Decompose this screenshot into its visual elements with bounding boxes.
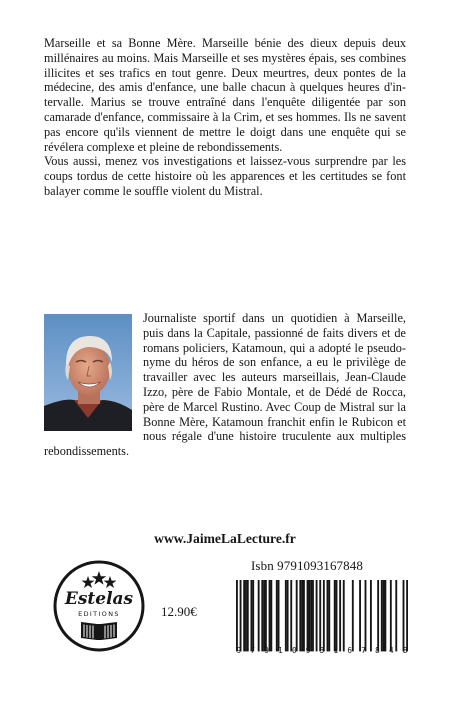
barcode-digit: 9	[236, 646, 242, 655]
barcode-digit: 7	[250, 646, 255, 655]
barcode-digit: 1	[278, 646, 283, 655]
barcode-bar	[307, 580, 309, 651]
barcode-bar	[245, 580, 247, 651]
barcode-bar	[285, 580, 287, 651]
barcode-bar	[377, 580, 379, 651]
barcode-bar	[301, 580, 303, 651]
barcode-bar	[381, 580, 383, 651]
barcode-bar	[270, 580, 272, 651]
barcode-digit: 6	[347, 646, 352, 655]
barcode-bar	[258, 580, 260, 651]
barcode-digit: 8	[375, 646, 380, 655]
barcode-bar	[390, 580, 392, 651]
barcode-bar	[406, 580, 408, 651]
barcode-bar	[269, 580, 271, 651]
barcode-bar	[243, 580, 245, 651]
barcode-digits	[236, 646, 408, 655]
barcode-digit: 1	[333, 646, 339, 655]
barcode-bar	[312, 580, 314, 651]
barcode-bar	[296, 580, 298, 651]
estelas-logo	[53, 560, 145, 652]
barcode-bar	[308, 580, 310, 651]
barcode-bar	[290, 580, 292, 651]
barcode-bar	[252, 580, 254, 651]
barcode-bar	[327, 580, 329, 651]
barcode-bar	[343, 580, 345, 651]
book-icon	[81, 622, 117, 640]
barcode-bar	[395, 580, 397, 651]
barcode-bar	[236, 580, 238, 651]
isbn-barcode	[236, 580, 408, 656]
blurb-call-to-action: Vous aussi, menez vos investigations et laissez-vous surprendre par les coups tordus de cette histoire où les apparences et les certitudes se font balayer comme le souffle violent du Mistral.	[44, 154, 406, 198]
barcode-bar	[339, 580, 341, 651]
book-price: 12.90€	[161, 604, 197, 619]
barcode-bar	[303, 580, 305, 651]
barcode-bar	[263, 580, 265, 651]
publisher-subtitle: EDITIONS	[78, 610, 120, 618]
barcode-bar	[261, 580, 263, 651]
blurb-paragraph: Marseille et sa Bonne Mère. Marseille bénie des dieux depuis deux millénaires au moins. Mais Marseille et ses mystères épais, ses combines illicites et ses trafics en tout genre. Deux meurtres, deux pontes de la médecine, des amis d'enfance, une balle chacun à quelques heures d'intervalle. Marius se trouve entraîné dans l'enquête diligentée par son camarade d'enfance, commissaire à la Crim, et ses hommes. Ils ne savent pas encore qu'ils viennent de mettre le doigt dans une enquête qui se révélera complexe et pleine de rebondissements.	[44, 36, 406, 154]
barcode-bar	[278, 580, 280, 651]
author-bio	[44, 311, 406, 459]
barcode-digit: 9	[264, 646, 269, 655]
barcode-digit: 3	[319, 646, 325, 655]
barcode-bar	[328, 580, 330, 651]
barcode-bar	[299, 580, 301, 651]
book-blurb	[44, 36, 406, 199]
barcode-bar	[265, 580, 267, 651]
publisher-website: www.JaimeLaLecture.fr	[154, 531, 296, 546]
barcode-bar	[384, 580, 386, 651]
barcode-bar	[403, 580, 405, 651]
barcode-digit: 0	[291, 646, 297, 655]
author-bio-text: Journaliste sportif dans un quotidien à Marseille, puis dans la Capitale, passionné de faits divers et de romans policiers, Katamoun, qui a adopté le pseudonyme du héros de son enfance, a eu le privilège de travailler avec les auteurs marseillais, Jean-Claude Izzo, père de Fabio Montale, et de Dédé de Rocca, père de Marcel Rustino. Avec Coup de Mistral sur la Bonne Mère, Katamoun franchit enfin le Rubicon et nous régale d'une histoire truculente aux multiples rebondissements.	[44, 311, 406, 459]
barcode-bar	[287, 580, 289, 651]
publisher-name: Estelas	[64, 589, 134, 609]
barcode-bar	[365, 580, 367, 651]
barcode-bar	[250, 580, 252, 651]
barcode-bar	[247, 580, 249, 651]
barcode-digit: 9	[305, 646, 311, 655]
barcode-bar	[336, 580, 338, 651]
barcode-bar	[240, 580, 242, 651]
barcode-bar	[310, 580, 312, 651]
barcode-bar	[370, 580, 372, 651]
isbn-label: Isbn 9791093167848	[251, 558, 363, 573]
barcode-digit: 4	[388, 646, 394, 655]
barcode-bar	[316, 580, 318, 651]
barcode-bar	[276, 580, 278, 651]
photo-spacer	[44, 311, 143, 433]
barcode-bar	[383, 580, 385, 651]
barcode-digit: 8	[402, 646, 408, 655]
barcode-bar	[334, 580, 336, 651]
barcode-bar	[359, 580, 361, 651]
barcode-digit: 7	[361, 646, 366, 655]
barcode-bar	[323, 580, 325, 651]
barcode-bar	[352, 580, 354, 651]
barcode-bar	[319, 580, 321, 651]
